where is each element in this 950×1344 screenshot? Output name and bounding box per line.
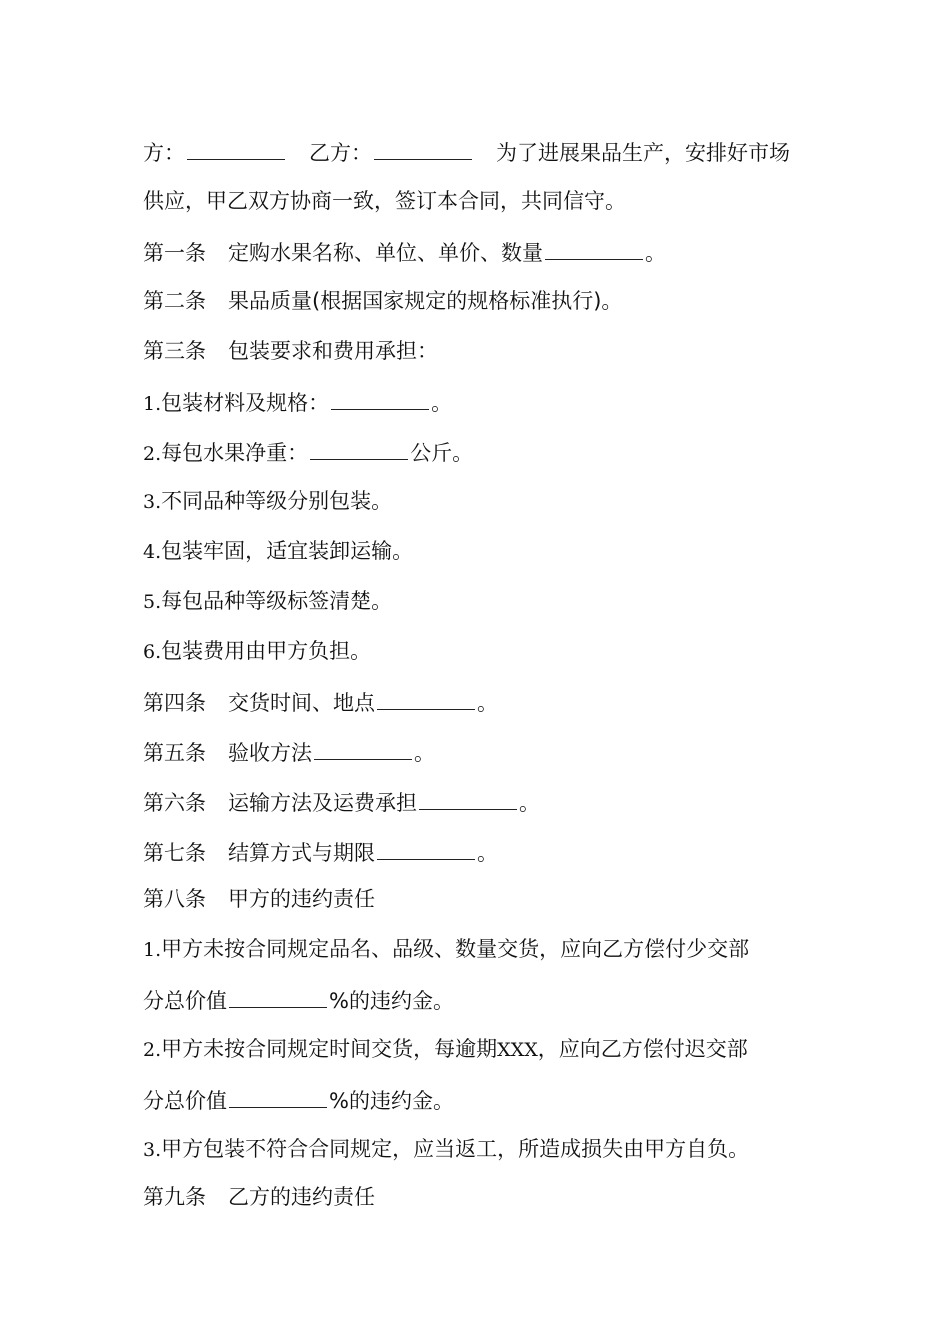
party-a-blank[interactable] (187, 137, 285, 160)
preamble-line-1: 方： 乙方： 为了进展果品生产，安排好市场 (143, 137, 843, 167)
article-1: 第一条 定购水果名称、单位、单价、数量 。 (143, 237, 843, 267)
article-3: 第三条 包装要求和费用承担： (143, 339, 438, 363)
article-9: 第九条 乙方的违约责任 (143, 1185, 375, 1209)
preamble-line-2: 供应，甲乙双方协商一致，签订本合同，共同信守。 (143, 189, 626, 213)
article-7: 第七条 结算方式与期限 。 (143, 837, 843, 867)
packaging-spec-blank[interactable] (331, 387, 429, 410)
article-3-item-1: 1.包装材料及规格： 。 (143, 387, 843, 418)
article-6: 第六条 运输方法及运费承担 。 (143, 787, 843, 817)
article-8-item-3: 3.甲方包装不符合合同规定，应当返工，所造成损失由甲方自负。 (143, 1137, 750, 1161)
article-8-item-1-cont: 分总价值 %的违约金。 (143, 985, 843, 1015)
article-4: 第四条 交货时间、地点 。 (143, 687, 843, 717)
article-3-item-4: 4.包装牢固，适宜装卸运输。 (143, 539, 414, 563)
quantity-blank[interactable] (545, 237, 643, 260)
article-8: 第八条 甲方的违约责任 (143, 887, 375, 911)
late-rate-blank[interactable] (229, 1085, 327, 1108)
transport-blank[interactable] (419, 787, 517, 810)
article-3-item-2: 2.每包水果净重： 公斤。 (143, 437, 843, 468)
article-5: 第五条 验收方法 。 (143, 737, 843, 767)
article-3-item-6: 6.包装费用由甲方负担。 (143, 639, 372, 663)
net-weight-blank[interactable] (310, 437, 408, 460)
settlement-blank[interactable] (377, 837, 475, 860)
article-3-item-5: 5.每包品种等级标签清楚。 (143, 589, 393, 613)
article-2: 第二条 果品质量(根据国家规定的规格标准执行)。 (143, 289, 623, 313)
party-b-blank[interactable] (374, 137, 472, 160)
inspection-blank[interactable] (314, 737, 412, 760)
article-8-item-2-cont: 分总价值 %的违约金。 (143, 1085, 843, 1115)
article-8-item-2: 2.甲方未按合同规定时间交货，每逾期XXX，应向乙方偿付迟交部 (143, 1037, 748, 1061)
article-8-item-1: 1.甲方未按合同规定品名、品级、数量交货，应向乙方偿付少交部 (143, 937, 750, 961)
shortfall-rate-blank[interactable] (229, 985, 327, 1008)
article-3-item-3: 3.不同品种等级分别包装。 (143, 489, 393, 513)
delivery-blank[interactable] (377, 687, 475, 710)
